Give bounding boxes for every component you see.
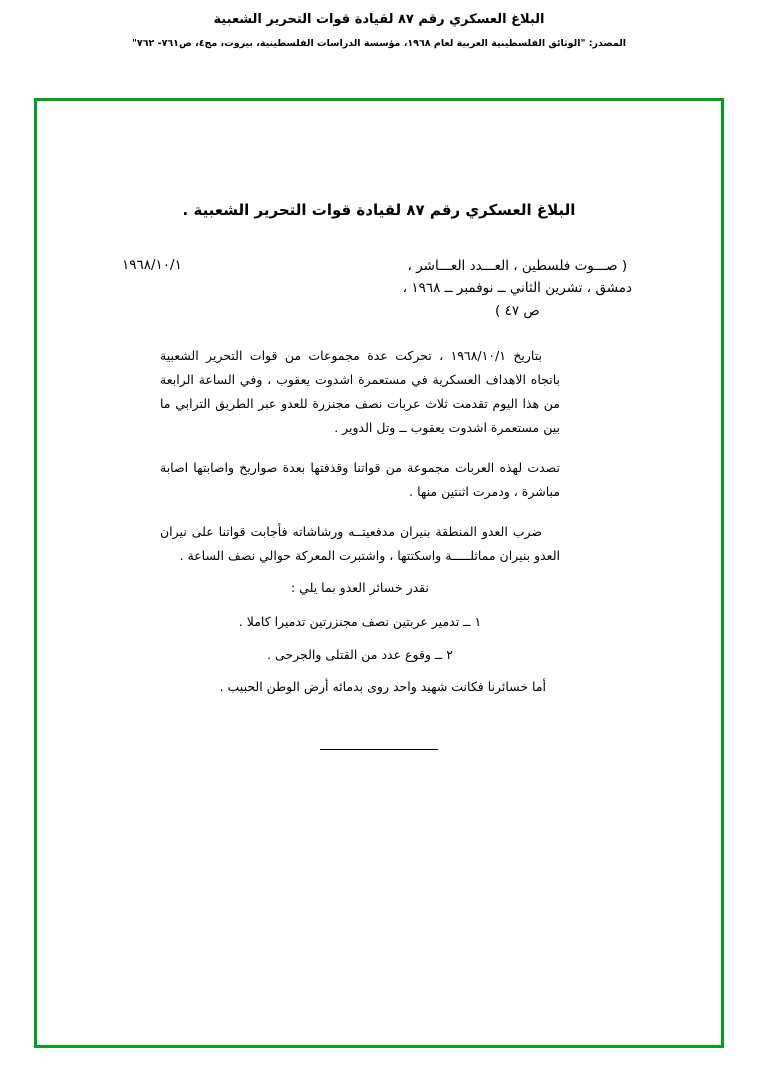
page-title: البلاغ العسكري رقم ٨٧ لقيادة قوات التحرير الشعبية [213, 12, 545, 27]
document-frame [34, 98, 724, 1048]
document-title: البلاغ العسكري رقم ٨٧ لقيادة قوات التحرير الشعبية . [182, 201, 576, 219]
losses-item-1: ١ ــ تدمير عربتين نصف مجنزرتين تدميرا كاملا . [238, 614, 482, 630]
losses-lead: نقدر خسائر العدو بما يلي : [290, 579, 429, 595]
end-rule-container [48, 735, 710, 754]
losses-item-2: ٢ ــ وقوع عدد من القتلى والجرحى . [267, 646, 453, 662]
losses-section [48, 576, 710, 700]
paragraph-2: تصدت لهذه العربات مجموعة من قواتنا وقذفتها بعدة صواريخ واصابتها اصابة مباشرة ، ودمرت اثنتين منها . [160, 459, 560, 499]
paragraph-1: بتاريخ ١٩٦٨/١٠/١ ، تحركت عدة مجموعات من قوات التحرير الشعبية باتجاه الاهداف العسكرية في مستعمرة اشدوت يعقوب ، وفي الساعة الرابعة من هذا اليوم تقدمت ثلاث عربات نصف مجنزرة للعدو عبر الطريق الترابي ما بين مستعمرة اشدوت يعقوب ــ وتل الدوير . [160, 347, 560, 435]
page-header [0, 0, 758, 50]
document-meta [48, 255, 710, 322]
source-reference-line-2: دمشق ، تشرين الثاني ــ نوفمبر ــ ١٩٦٨ ، [402, 280, 632, 297]
document-date: ١٩٦٨/١٠/١ [122, 257, 182, 273]
horizontal-rule [320, 749, 438, 750]
source-reference-line-3: ص ٤٧ ) [495, 302, 540, 319]
losses-tail: أما خسائرنا فكانت شهيد واحد روى بدمائه أرض الوطن الحبيب . [219, 678, 546, 694]
paragraph-3: ضرب العدو المنطقة بنيران مدفعيتــه ورشاشاته فأجابت قواتنا على نيران العدو بنيران مماثلـــــة واسكتتها ، واشتبرت المعركة حوالي نصف الساعة . [160, 523, 560, 563]
page-source-note: المصدر: "الوثائق الفلسطينية العربية لعام ١٩٦٨، مؤسسة الدراسات الفلسطينية، بيروت، مج٤، ص٧٦١- ٧٦٢" [131, 37, 627, 49]
document-body [47, 111, 711, 1035]
source-reference-line-1: ( صـــوت فلسطين ، العـــدد العـــاشر ، [407, 258, 628, 274]
document-source-reference [403, 255, 632, 322]
document-paragraphs [48, 344, 710, 568]
